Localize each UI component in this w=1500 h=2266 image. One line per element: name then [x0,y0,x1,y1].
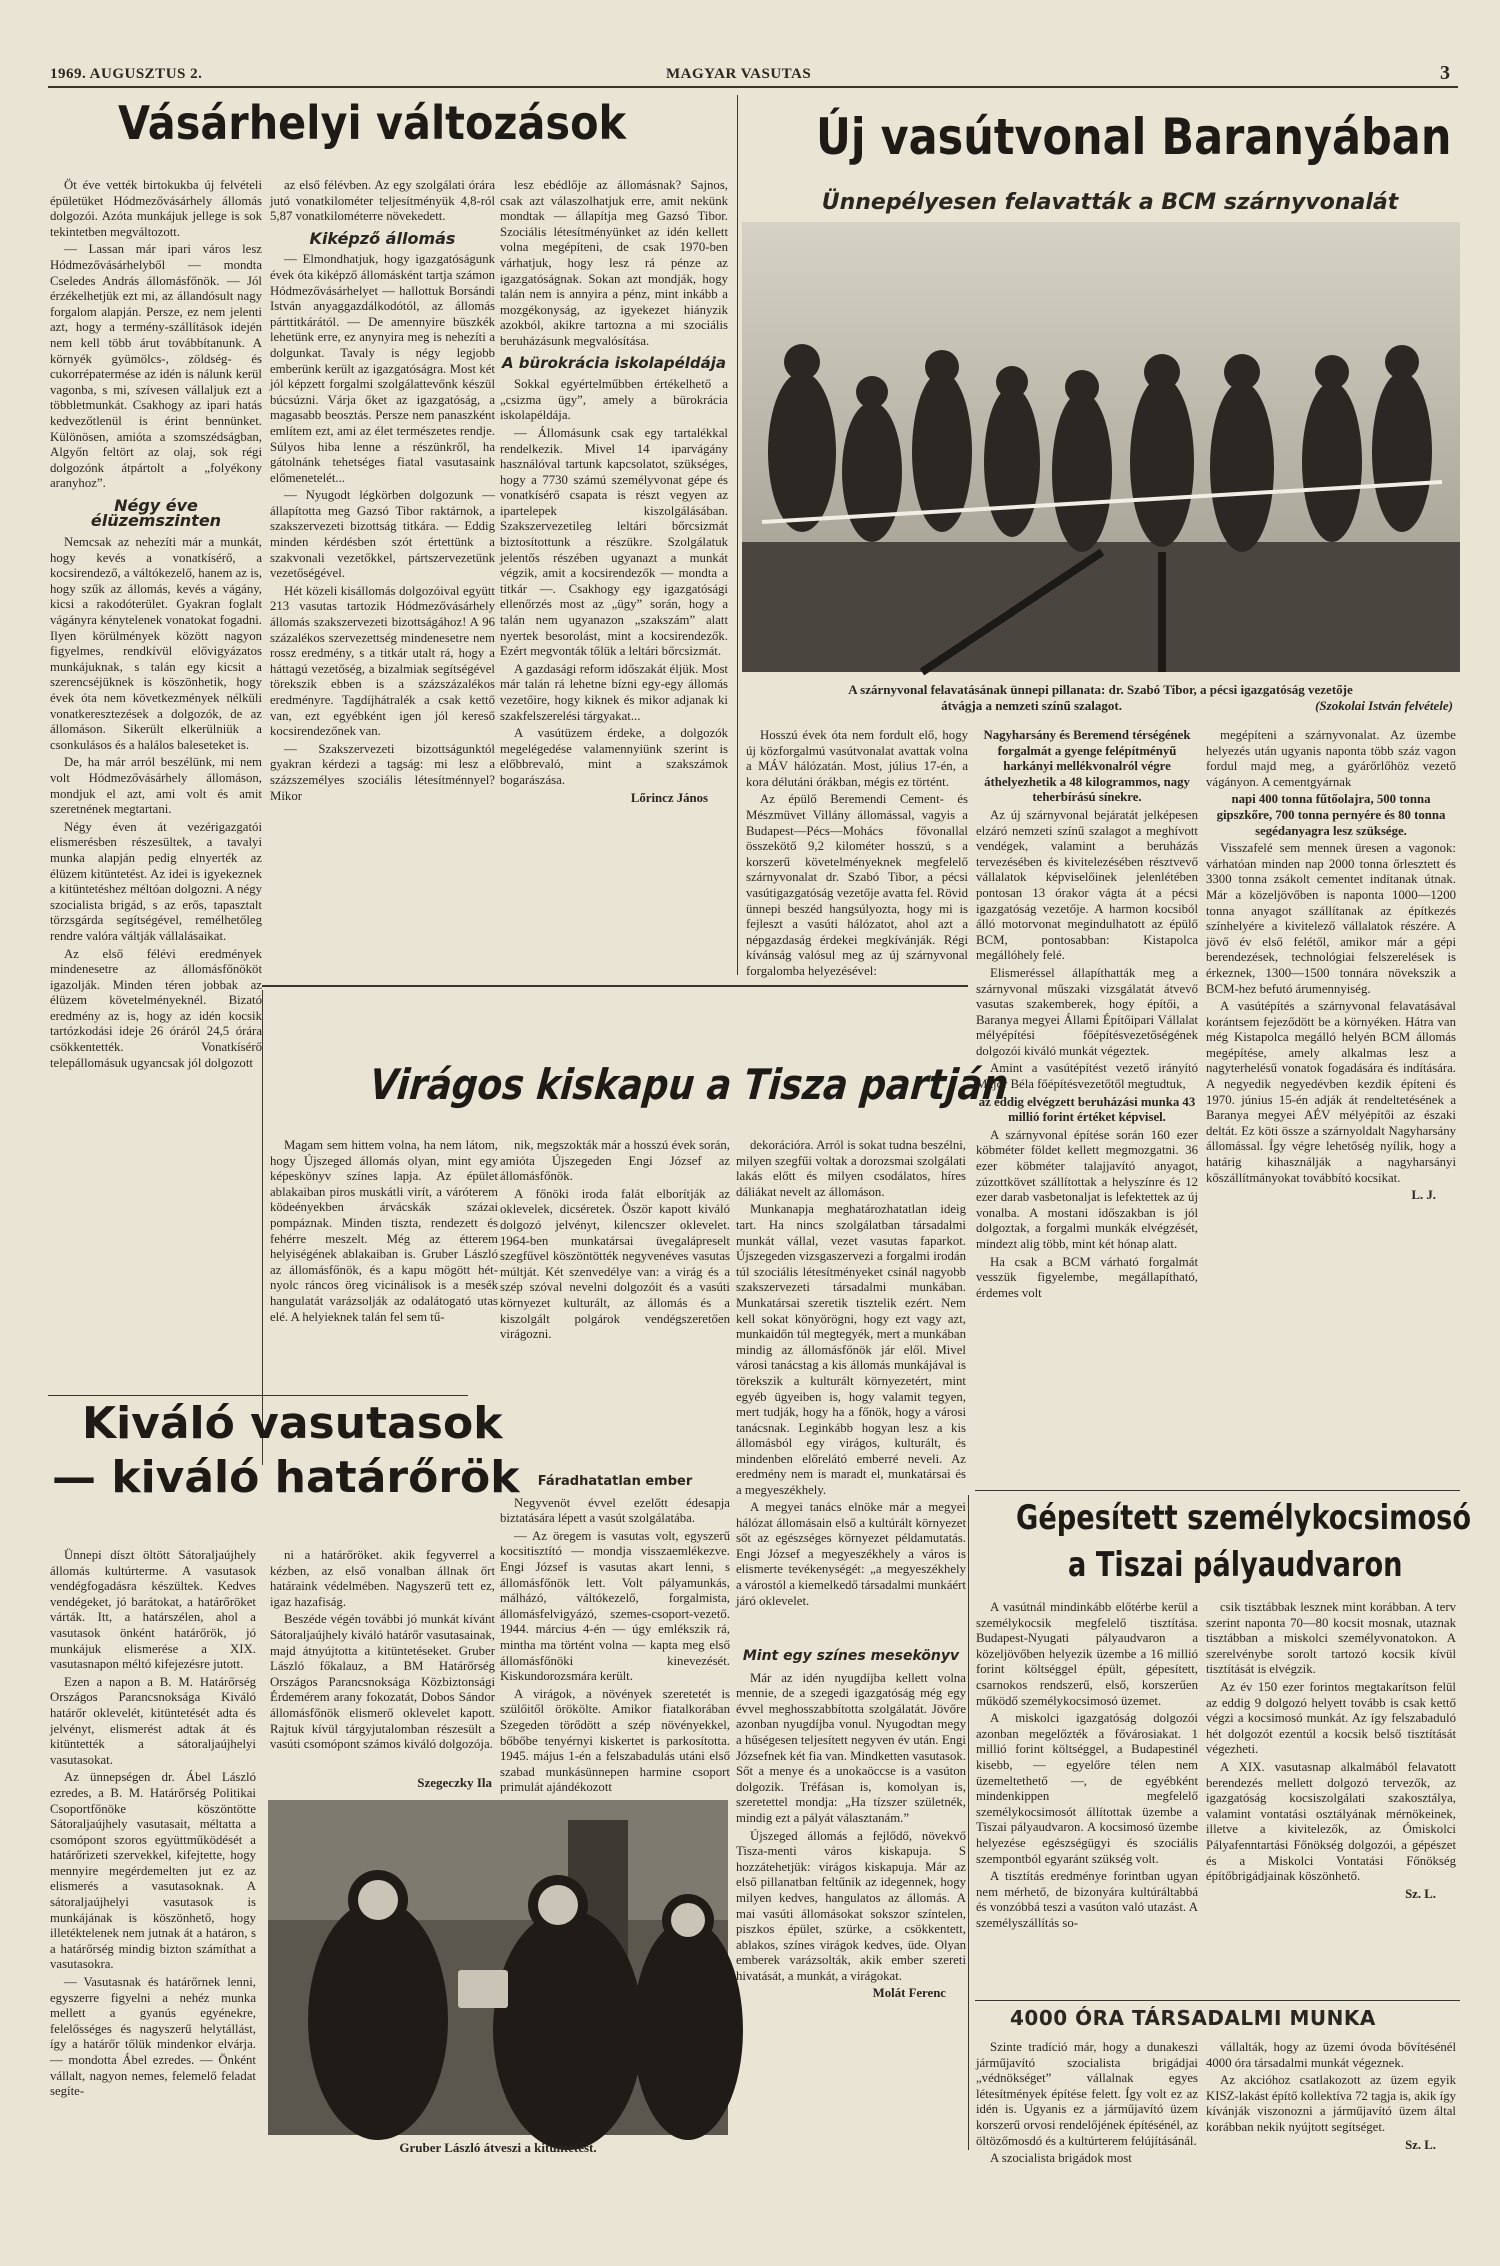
column-divider [262,990,263,1465]
paragraph: Már az idén nyugdíjba kellett volna mennie, de a szegedi igazgatóság még egy évvel meghosszabbította szolgálatát. Jövőre azonban nyugdíjba vonul. Nyugodtan megy a hűségesen teljesített negyven év után. Engi Józsefnek két fia van. Mindketten vasutasok. Sőt a menye és a unokaöccse is a vasúton dolgozik. Tréfásan is, komolyan is, szeretettel mondja: „Ha tízszer születnék, mindig ezt a pályát választanám.” [736,1670,966,1825]
section-rule [975,2000,1460,2001]
paragraph: Sokkal egyértelműbben értékelhető a „csizma ügy”, amely a bürokrácia iskolapéldája. [500,377,728,423]
paragraph: Negyvenöt évvel ezelőtt édesapja biztatására lépett a vasút szolgálatába. [500,1495,730,1526]
gepesitett-column-1 [976,1600,1198,1998]
paragraph: A miskolci igazgatóság dolgozói azonban megelőzték a fővárosiakat. 1 millió forint költséggel, a Budapestinél kisebb, — egyelőre télen nem üzemeltethető —, de egyébként mindenkippen megfelelő személykocsimosót állítottak üzembe a Tiszai pályaudvaron. A kocsimosó üzembe helyezése egészségügyi és szociális szempontból egyaránt szükség volt. [976,1711,1198,1866]
section-rule [48,1395,468,1396]
paragraph: A vasútnál mindinkább előtérbe kerül a személykocsik megfelelő tisztítása. Budapest-Nyugati pályaudvaron a közeljövőben helyezik üzembe a 16 millió forint költséggel épült, gépesített, csarnokos rendszerű, első, korszerűen működő személykocsimosó üzemet. [976,1600,1198,1708]
paragraph: Hosszú évek óta nem fordult elő, hogy új közforgalmú vasútvonalat avattak volna a MÁV hálózatán. Most, július 17-én, a kora délutáni órákban, mégis ez történt. [746,728,968,789]
paragraph: — Lassan már ipari város lesz Hódmezővásárhelyből — mondta Cseledes András állomásfőnök. — Jól érzékelhetjük ezt mi, az állandósult nagy forgalom alapján. Persze, ez nem jelenti azt, hogy a termény-szállítások idején nem kell több árut továbbítanunk. A környék gyümölcs-, zöldség- és cukorrépatermése az idén is nálunk kerül vagonba, s mi, szívesen vállaljuk ezt a többletmunkát. Csakhogy az ipari hatás kedvezőtlenül is érint bennünket. Különösen, amióta a szomszédságban, Algyőn feltört az olaj, sok régi dolgozónk átpártolt a „folyékony aranyhoz”. [50,242,262,491]
paragraph: Az új szárnyvonal bejáratát jelképesen elzáró nemzeti színű szalagot a meghívott vendégek, valamint a beruházás tervezésében és kivitelezésében résztvevő vállalatok képviselőinek jelenlétében pontosan 13 órakor vágta át a pécsi igazgatóság vezetője. A harmon kocsiból álló motorvonat megindulhatott az épülő BCM, pontosabban: Kistapolca megállóhely felé. [976,807,1198,963]
subheading: Négy éve élüzemszinten [90,495,222,531]
paragraph: A szocialista brigádok most [990,2151,1132,2166]
paragraph: csik tisztábbak lesznek mint korábban. A terv szerint naponta 70—80 kocsit mosnak, utaznak tisztábban a miskolci személyvonatokon. A szerelvénybe sorolt tartozó kocsik kívül tisztítását is elvégzik. [1206,1600,1456,1677]
paragraph: Az év 150 ezer forintos megtakarítson felül az eddig 9 dolgozó helyett tovább is csak kettő végzi a kocsimosó munkát. Az így felszabaduló hét dolgozót ezentúl a kocsik belső tisztítását végezheti. [1206,1679,1456,1757]
viragos-column-3-bottom [736,1500,966,1640]
article-subtitle-baranya: Ünnepélyesen felavatták a BCM szárnyvonalát [821,190,1399,215]
kivalo-column-1 [50,1548,256,2238]
award-photo [268,1800,728,2135]
article-title-viragos: Virágos kiskapu a Tisza partján [367,1060,1011,1109]
paragraph: Újszeged állomás a fejlődő, növekvő Tisza-menti város kiskapuja. S hozzátehetjük: virágos kiskapuja. Már az első pillanatban feltűnik az idegennek, hogy milyen kedves, hangulatos az állomás. A mai vasúti állomásokat sokszor színtelen, piszkos épület, szürke, a csökkentett, ablakos, színes virágok kedves, üde. Olyan emberek varázsolták, akik ember szereti hivatását, a munkát, a virágokat. [736,1828,966,1983]
paragraph: A gazdasági reform időszakát éljük. Most már talán rá lehetne bízni egy-egy állomás vezetőire, hogy kiknek és mikor adjanak ki szakfelszerelési tárgyakat... [500,661,728,723]
paragraph: De, ha már arról beszélünk, mi nem volt Hódmezővásárhely állomáson, mondjuk el azt, ami volt és amit szeretnének megtartani. [50,755,262,817]
paragraph: Beszéde végén további jó munkát kívánt Sátoraljaújhely kiváló határőr vasutasainak, majd átnyújtotta a kitüntetéseket. Gruber László főkalauz, a BM Határőrség Országos Parancsnoksága Közbiztonsági Érdemérem arany fokozatát, Dobos Sándor állomásfőnök elismerő oklevelet kapott. Rajtuk kívül tárgyjutalomban részesült a vasúti csomópont számos kiváló dolgozója. [270,1612,495,1752]
baranya-column-3 [1206,728,1456,1488]
paragraph: Négy éven át vezérigazgatói elismerésben részesültek, a tavalyi munka alapján pedig elnyerték az élüzem kitüntetést. Az idei is igyekeznek a kitüntetéshez méltóan dolgozni. A négy szocialista brigád, s az erős, tapasztalt törzsgárda segítségével, remélhetőleg rendre valóra váltják vállalásaikat. [50,819,262,943]
paragraph: — Elmondhatjuk, hogy igazgatóságunk évek óta kiképző állomásként tartja számon Hódmezővásárhelyet — hallottuk Borsándi István anyaggazdálkodótól, az állomás párttitkárától. — De amennyire büszkék lehetünk erre, ez anynyira meg is nehezíti a dolgunkat. Tavaly is négy legjobb emberünk került az igazgatóságra. Most két jól képzett forgalmi szolgálattevőnk készül búcsúzni. Várja őket az igazgatóság, a magasabb beosztás. Persze nem panaszként említem ezt, ami az élet természetes rendje. Súlyos hiba lenne a részünkről, ha gátolnánk tehetséges fiatal vasutasaink előmenetelét... [270,252,495,485]
paragraph: Magam sem hittem volna, ha nem látom, hogy Újszeged állomás olyan, mint egy képeskönyv színes lapja. Az épület ablakaiban piros muskátli virít, a váróterem ködeényekben árvácskák százai pompáznak. Minden tiszta, rendezett és fehérre meszelt. Még az étterem helyiségének ablakaiban is. Gruber László az állomásfőnök, és a kapu mögött hét-nyolc ráncos öreg vicinálisok is a mesék hangulatát varázsolják az odalátogató utas elé. A helyieknek talán fel sem tű- [270,1138,498,1324]
baranya-column-2 [976,728,1198,1428]
article-title-4000: 4000 ÓRA TÁRSADALMI MUNKA [1010,2006,1376,2030]
subheading: Mint egy színes mesekönyv [742,1648,960,1664]
page-number: 3 [1440,62,1451,84]
baranya-column-1 [746,728,968,978]
paragraph: A vasútüzem érdeke, a dolgozók megelégedése valamennyiünk szerint is előbbrevaló, mint a szakszámok bogarászása. [500,726,728,787]
paragraph: Munkanapja meghatározhatatlan ideig tart. Ha nincs szolgálatban társadalmi munkát vállal, vezet vasutas faparkot. Újszegeden vizsgaszervezi a forgalmi irodán túl szociális létesítményeket csinál nagyobb szakszervezeti társadalmi munkában. Munkatársai szeretik tisztelik ezért. Nem kell sokat könyörögni, hogy ezt vagy azt, munkaidőn túl megtegyék, mert a munkában mindig az állomásfőnök jár elől. Mivel városi tanácstag a kis állomás munkájával is törekszik a kulturált környezetért, mint egyéb ügyeiben is, hogy valamit tegyen, mert tudják, hogy ha a főnök, hogy a városi tanácsnak. Leginkább hogyan lesz a kis állomásból egy virágos, kulturált, és mindenben előrelátó emberré neveli. Az eredmény nem is maradt el, munkatársai és a megyeszékhely. [736,1202,966,1498]
viragos-column-4 [736,1645,966,2115]
subheading: Kiképző állomás [309,228,456,248]
paragraph: lesz ebédlője az állomásnak? Sajnos, csak azt válaszolhatjuk erre, amit nekünk mondtak — állapítja meg Gazsó Tibor. Szociális létesítményünket az idén kellett volna megépíteni, de csak 1970-ben várhatjuk, hogy lesz rá pénze az igazgatóságnak. Sokan azt mondják, hogy talán nem is annyira a pénz, mint inkább a mozgékonyság, az igyekezet hiányzik azokból, akikre tartozna a mi szociális beruházásunk megvalósítása. [500,178,728,348]
paragraph: az eddig elvégzett beruházási munka 43 millió forint értéket képvisel. [978,1094,1196,1125]
paragraph: A szárnyvonal építése során 160 ezer köbméter földet kellett megmozgatni. 36 ezer köbméter talajjavító anyagot, zúzottkövet szállítottak a helyszínre és 12 ezer darab vasbetonaljat is lefektettek az új vonalba. A mostani időszakban is jól dolgoztak, a forgalmi munkák elvégzését, mindezt alig több, mint két hónap alatt. [976,1127,1198,1251]
paragraph: az első félévben. Az egy szolgálati órára jutó vonatkilométer teljesítményük 4,8-ról 5,87 vonatkilométerre növekedett. [270,178,495,224]
paragraph: Az épülő Beremendi Cement- és Mészmüvet Villány állomással, vagyis a Budapest—Pécs—Mohács fővonallal összekötő 9,2 kilométer hosszú, s a korszerű követelményeknek megfelelő szárnyvonalat dr. Szabó Tibor, a pécsi vasútigazgatóság vezetője avatta fel. Rövid ünnepi beszéd hangsúlyozta, hogy mi is fejleszt a vasúti hálózatot, ahol azt a népgazdaság érdekei megkívánják. Régi kívánság valósul meg az új szárnyvonal forgalomba helyezésével: [746,792,968,978]
gepesitett-column-2 [1206,1600,1456,1998]
paragraph: A XIX. vasutasnap alkalmából felavatott berendezés mellett dolgozó tervezők, az igazgatóság kocsiszolgálati szakosztálya, valamint vontatási osztályának mérnökeinek, illetve a kivitelezők, az Ómiskolci Pályafenntartási Főnökség dolgozói, a gépészet és a Miskolci Vontatási Főnökség építőbrigádjainak köszönhető. [1206,1759,1456,1884]
paragraph: — Nyugodt légkörben dolgozunk — állapította meg Gazsó Tibor raktárnok, a szakszervezeti bizottság titkára. — Eddig minden kérdésben szót értettünk a szakvonali vezetőkkel, pártszervezetünk vezetőségével. [270,488,495,581]
paragraph: Az első félévi eredmények mindenesetre az állomásfőnököt igazolják. Minden téren jobbak az élüzem követelményeknél. Bizató eredmény az is, hogy az idén kocsik tartózkodási ideje 26 óráról 24,5 órára csökkentették. Vonatkísérő telepállomásuk ugyancsak jól dolgozott [50,946,262,1070]
vasarhelyi-column-1 [50,178,262,1358]
kivalo-column-2 [270,1548,495,1770]
section-rule [975,1490,1460,1491]
paragraph: Visszafelé sem mennek üresen a vagonok: várhatóan minden nap 2000 tonna őrlesztett és 3300 tonna zsákolt cementet indítanak útnak. Már a közeljövőben is naponta 1000—1200 tonna anyagot szállítanak az építkezés színhelyére a kivitelező vállalatok részére. A jövő év első felétől, amikor már a gépi berendezések, technológiai felszerelések is érkeznek, 1300—1500 tonnára növekszik a BCM-hez befutó árumennyiség. [1206,841,1456,996]
column-divider [737,95,738,975]
paragraph: vállalták, hogy az üzemi óvoda bővítésénél 4000 óra társadalmi munkát végeznek. [1206,2040,1456,2070]
subheading: Fáradhatatlan ember [537,1474,693,1489]
paragraph: Ezen a napon a B. M. Határőrség Országos Parancsnoksága Kiváló határőr oklevelét, kitüntetését adta és jelvényt, elismerést adtak át és kitüntették a sátoraljaújhelyi vasutasokat. [50,1674,256,1767]
paragraph: Nagyharsány és Beremend térségének forgalmát a gyenge felépítményű harkányi mellékvonalról végre áthelyezhetik a 48 kilogrammos, nagy teherbírású sínekre. [983,728,1191,805]
article-title-gepesitett-1: Gépesített személykocsimosó [1016,1498,1472,1538]
vasarhelyi-column-3 [500,178,728,978]
ribbon-cutting-photo [742,222,1460,672]
article-title-kivalo-1: Kiváló vasutasok [82,1398,503,1449]
paragraph: Ünnepi díszt öltött Sátoraljaújhely állomás kultúrterme. A vasutasok vendégfogadásra készültek. Kedves vendégeket, jó barátokat, a határőröket várták. Itt, a határszélen, ahol a vasutasok önként határőrök, jó munkájuk elismerése a XIX. vasutasnapon méltó kifejezésre jutott. [50,1548,256,1672]
subheading: A bürokrácia iskolapéldája [501,353,727,372]
paragraph: — Az öregem is vasutas volt, egyszerű kocsitisztító — mondja visszaemlékezve. Engi József is vasutas akart lenni, s állomásfőnök lett. Volt pályamunkás, málházó, váltókezelő, forgalmista, állomásfelvigyázó, szemes-csoport-vezető. 1944. március 4-én — úgy emlékszik rá, mintha ma történt volna — kapta meg első állomásfőnöki kinevezését. Kiskundorozsmára került. [500,1528,730,1684]
paragraph: Öt éve vették birtokukba új felvételi épületüket Hódmezővásárhely állomás dolgozói. Azóta munkájuk jellege is sok tekintetben megváltozott. [50,178,262,239]
paragraph: nik, megszokták már a hosszú évek során, amióta Újszegeden Engi József az állomásfőnök. [500,1138,730,1184]
masthead-rule [48,86,1458,88]
paragraph: A virágok, a növények szeretetét is szülőitől örökölte. Amikor fiatalkorában Szegeden törődött a szép növényekkel, bőbőbe tenyérnyi kiskertet is parkosította. 1945. május 1-én a felszabadulás utáni első szabad munkásünnepen harmine csoport primulát ajándékozott [500,1686,730,1795]
viragos-column-3 [736,1138,966,1498]
article-title-vasarhelyi: Vásárhelyi változások [118,96,627,150]
paragraph: Elismeréssel állapíthatták meg a szárnyvonal műszaki vizsgálatát átvevő vasutas szakemberek, hogy építői, a Baranya megyei Állami Építőipari Vállalat mélyépítési főépítésvezetőségének dolgozói kiváló munkát végeztek. [976,965,1198,1058]
paragraph: Hét közeli kisállomás dolgozóival együtt 213 vasutas tartozik Hódmezővásárhely állomás szakszervezeti bizottságához! A 96 százalékos szervezettség mindenesetre nem rossz eredmény, s a titkár utalt rá, hogy a háttagú vezetőség, a bizalmiak segítségével törekszik ebben is a százszázalékos eredményre. Tagdíjhátralék a csak kettő van, ezt egyébként igen jól kereső kocsirendezőnek van. [270,583,495,739]
photo-caption: Gruber László átveszi a kitüntetést. [399,2140,597,2155]
author: Molát Ferenc [872,1986,946,2001]
vasarhelyi-column-2 [270,178,495,978]
paragraph: Nemcsak az nehezíti már a munkát, hogy kevés a vonatkísérő, a kocsirendező, a váltókezelő, hanem az is, hogy szűk az állomás, kevés a vágány, kicsi a rakodóterület. Gyakran foglalt vágányra kénytelenek vonatokat fogadni. Ilyen körülmények között nagyon figyelmes, rendkívül elővigyázatos munkájuknak, s talán egy kicsit a szerencséjüknek is köszönhetik, hogy évek óta nem következmények nélküli vonatkeresztezések a dolgozók, de az állomáson. Sikerült elkerülniük a csonkulásos és a halálos baleseteket is. [50,535,262,752]
paragraph: Amint a vasútépítést vezető irányító Major Béla főépítésvezetőtől megtudtuk, [976,1061,1198,1092]
ora4000-column-2 [1206,2040,1456,2155]
signature: Sz. L. [1405,2137,1436,2152]
signature: L. J. [1411,1188,1436,1203]
paragraph: Az ünnepségen dr. Ábel László ezredes, a B. M. Határőrség Politikai Csoportfőnöke köszöntötte Sátoraljaújhely vasutasait, méltatta a csomópont szoros együttműködését a határőrizeti szervekkel, kifejtette, hogy mennyire megérdemelten jut ez az elismerés a vasutasoknak. A sátoraljaújhelyi vasutasok is munkájának is köszönhető, hogy illetéktelenek nem jutnak át a határon, s a határőrség mindig bizton számíthat a vasutasokra. [50,1770,256,1972]
signature: Sz. L. [1405,1886,1436,1901]
author: Lőrincz János [630,790,708,805]
paragraph: ni a határőröket. akik fegyverrel a kézben, az első vonalban állnak őrt határaink védelmében. Nagyszerű tett ez, igaz hazafiság. [270,1548,495,1609]
newspaper-name: MAGYAR VASUTAS [666,66,812,82]
paragraph: napi 400 tonna fűtőolajra, 500 tonna gipszkőre, 700 tonna pernyére és 80 tonna segédanyagra lesz szüksége. [1216,792,1446,838]
article-title-gepesitett-2: a Tiszai pályaudvaron [1068,1545,1403,1585]
paragraph: — Állomásunk csak egy tartalékkal rendelkezik. Mivel 14 iparvágány használóval tartunk kapcsolatot, szükséges, hogy a 7730 számú személyvonat gépe és vonatkísérő csapata is részt vegyen az ipartelepek kiszolgálásában. Szakszervezetileg leltári bőrcsizmát biztosítottunk a részükre. Szolgálatuk jelentős részében ugyanazt a munkát végzik, amit a kocsirendezők — mondta a titkár —. Csakhogy egy igazgatósági ellenőrzés most az „ügy” során, hogy a talán nem ugyanazon „szakszám” alatt nyertek besorolást, mint a kocsirendezők. Ezért megvonták tőlük a leltári bőrcsizmát. [500,425,728,659]
author: Szegeczky Ila [417,1775,492,1790]
paragraph: A megyei tanács elnöke már a megyei hálózat állomásain első a kultúrált környezet sőt az egészséges környezet példamutatás. Engi József a megyeszékhely a város is elismerte tevékenységét: „a megyeszékhely a várostól a kiemelkedő társadalmi munkáért járó oklevelet. [736,1500,966,1608]
column-divider [968,1495,969,2150]
paragraph: Ha csak a BCM várható forgalmát vesszük figyelembe, megállapítható, érdemes volt [976,1254,1198,1300]
paragraph: Az akcióhoz csatlakozott az üzem egyik KISZ-lakást építő kollektíva 72 tagja is, akik így kívánják viszonozni a járműjavító üzem által korábban nekik nyújtott segítséget. [1206,2073,1456,2134]
photo-caption: A szárnyvonal felavatásának ünnepi pillanata: dr. Szabó Tibor, a pécsi igazgatóság vezetője átvágja a nemzeti színű szalagot. (Szokolai István felvétele) [848,682,1453,713]
paragraph: — Vasutasnak és határőrnek lenni, egyszerre figyelni a nehéz munka mellett a gyanús egyénekre, felelősséges és nagyszerű helytállást, így a határőr tőlük mindenkor elvárja. — mondotta Ábel ezredes. — Önként vállalt, nagyon nemes, felemelő feladat segíte- [50,1975,256,2099]
article-title-baranya: Új vasútvonal Baranyában [816,108,1452,166]
paragraph: — Szakszervezeti bizottságunktól gyakran kérdezi a tagság: mi lesz a százszemélyes szociális létesítménnyel? Mikor [270,741,495,803]
paragraph: Szinte tradíció már, hogy a dunakeszi járműjavító szocialista brigádjai „védnökséget” vállalnak egyes létesítmények építése felett. Így volt ez az idén is. Ugyanis ez a járműjavító üzem korszerű orvosi rendelőjének építésénél, az öltözőmosdó és a kultúrterem felújításánál. [976,2040,1198,2148]
paragraph: A tisztítás eredménye forintban ugyan nem mérhető, de bizonyára kultúráltabbá és vonzóbbá teszi a vasúton való utazást. A személyszállítás so- [976,1869,1198,1930]
paragraph: A főnöki iroda falát elborítják az oklevelek, dicséretek. Öször kapott kiváló dolgozó jelvényt, kilencszer oklevelet. 1964-ben munkatársai üvegalápreselt szegfűvel köszöntötték negyvenéves vasutas múltját. Két szenvedélye van: a virág és a szép szóval nevelni dolgozóit és a vasúti környezet kulturált, az állomás és a kiszolgált polgárok vendégszeretően virágozni. [500,1186,730,1342]
viragos-column-2-top [500,1138,730,1458]
paragraph: A vasútépítés a szárnyvonal felavatásával korántsem fejeződött be a környéken. Hátra van még Kistapolca megálló helyén BCM állomás megépítése, amely alkalmas lesz a nagyterhelésű vonatok fogadására és indítására. A negyedik negyedévben kezdik építeni és 1970. június 15-én adják át rendeltetésének a Baranya megyei AÉV mélyépítői az északi deltát. Ez köti össze a szárnyoldalt Nagyharsány állomással. Így végre lehetőség nyílik, hogy a határig kihasználják a nagyharsányi kőszállítmányokat továbbító kocsikat. [1206,999,1456,1185]
paragraph: dekorációra. Arról is sokat tudna beszélni, milyen szegfűi voltak a dorozsmai szolgálati lakás előtt és milyen csodálatos, híres dáliákat nevelt az állomáson. [736,1138,966,1199]
ora4000-column-1 [976,2040,1198,2166]
paragraph: megépíteni a szárnyvonalat. Az üzembe helyezés után ugyanis naponta több száz vagon fordul majd meg, a gyárőrlőhöz vezető vágányon. A cementgyárnak [1206,728,1456,789]
article-title-kivalo-2: — kiváló határőrök [52,1452,520,1503]
section-rule [262,985,968,987]
issue-date: 1969. AUGUSZTUS 2. [50,66,203,82]
